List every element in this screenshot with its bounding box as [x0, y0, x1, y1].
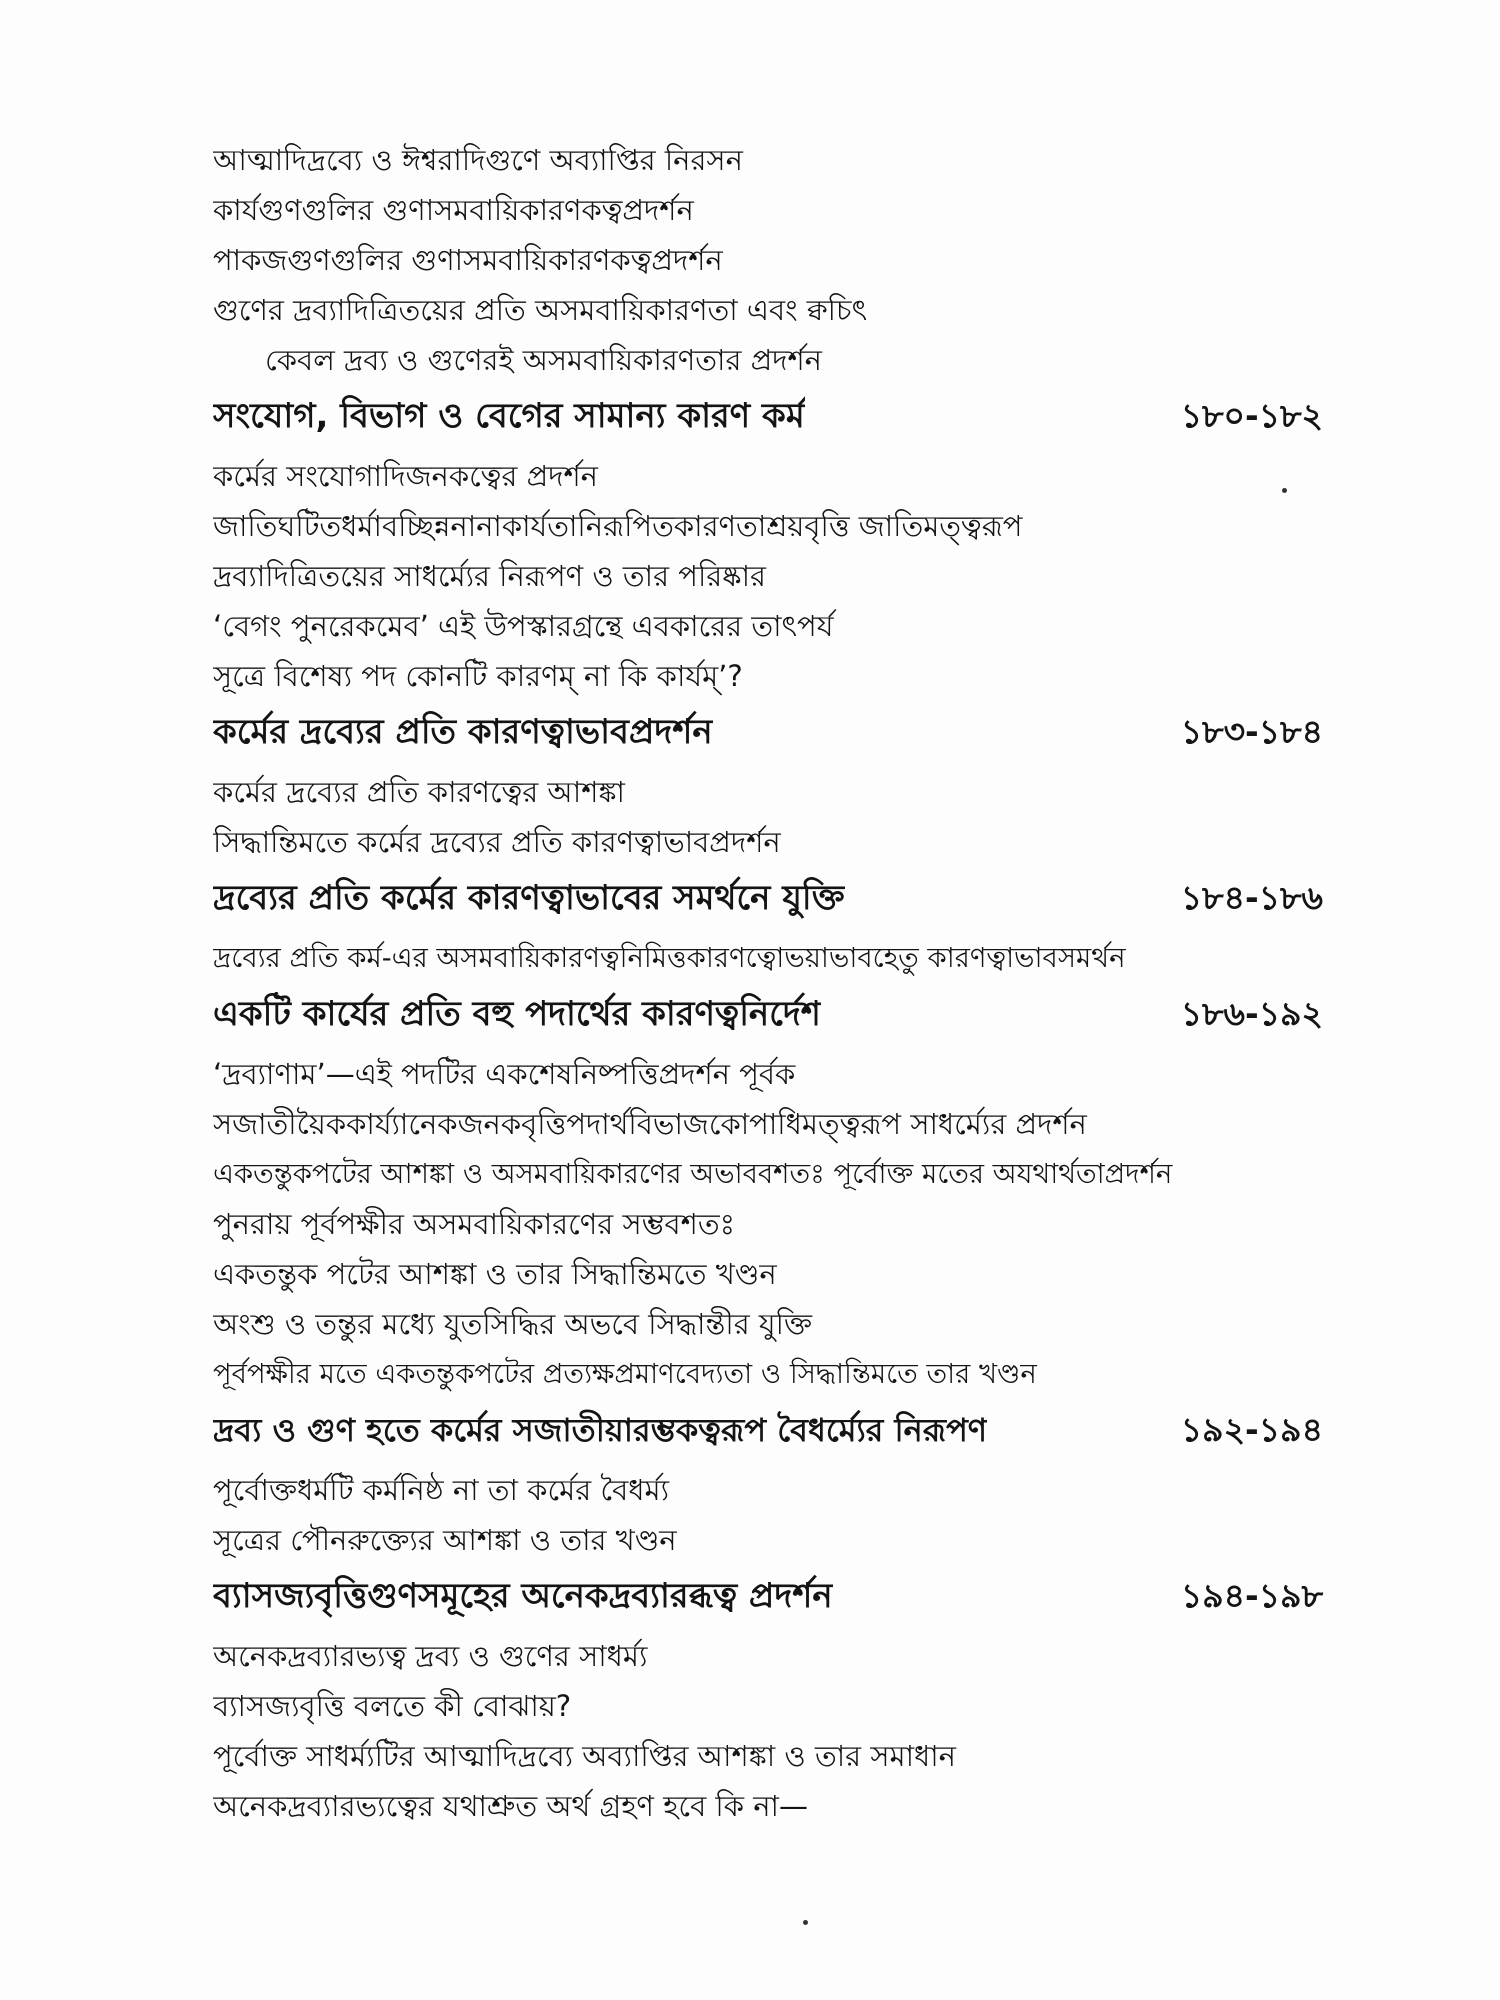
- toc-item: পূর্বোক্তধর্মটি কর্মনিষ্ঠ না তা কর্মের বৈধর্ম্য: [213, 1473, 670, 1507]
- scan-speck: [803, 1920, 808, 1925]
- toc-item: একতন্তুক পটের আশঙ্কা ও তার সিদ্ধান্তিমতে খণ্ডন: [213, 1257, 777, 1291]
- table-of-contents: [213, 140, 1323, 1836]
- toc-item: একতন্তুকপটের আশঙ্কা ও অসমবায়িকারণের অভাববশতঃ পূর্বোক্ত মতের অযথার্থতাপ্রদর্শন: [213, 1158, 1173, 1190]
- section-heading: [213, 876, 1323, 920]
- toc-item: সিদ্ধান্তিমতে কর্মের দ্রব্যের প্রতি কারণত্বাভাবপ্রদর্শন: [213, 825, 781, 859]
- toc-item: অনেকদ্রব্যারভ্যত্ব দ্রব্য ও গুণের সাধর্ম্য: [213, 1639, 648, 1673]
- section-title: কর্মের দ্রব্যের প্রতি কারণত্বাভাবপ্রদর্শন: [213, 712, 713, 752]
- toc-item: অংশু ও তন্তুর মধ্যে যুতসিদ্ধির অভবে সিদ্ধান্তীর যুক্তি: [213, 1307, 813, 1341]
- toc-item: আত্মাদিদ্রব্যে ও ঈশ্বরাদিগুণে অব্যাপ্তির নিরসন: [213, 143, 743, 177]
- toc-item: সূত্রের পৌনরুক্ত্যের আশঙ্কা ও তার খণ্ডন: [213, 1523, 677, 1557]
- toc-item: কার্যগুণগুলির গুণাসমবায়িকারণকত্বপ্রদর্শন: [213, 193, 694, 227]
- section-heading: [213, 394, 1323, 438]
- page-range: ১৮৩-১৮৪: [1180, 712, 1323, 751]
- toc-item: ‘বেগং পুনরেকমেব’ এই উপস্কারগ্রন্থে এবকারের তাৎপর্য: [213, 609, 834, 643]
- section-title: দ্রব্য ও গুণ হতে কর্মের সজাতীয়ারম্ভকত্বরূপ বৈধর্ম্যের নিরূপণ: [213, 1411, 988, 1449]
- section-heading: [213, 710, 1323, 754]
- section-title: সংযোগ, বিভাগ ও বেগের সামান্য কারণ কর্ম: [213, 396, 805, 436]
- scan-speck: [1282, 488, 1287, 493]
- page-range: ১৮৬-১৯২: [1180, 994, 1323, 1033]
- page-range: ১৮৪-১৮৬: [1180, 878, 1323, 917]
- toc-item: গুণের দ্রব্যাদিত্রিতয়ের প্রতি অসমবায়িকারণতা এবং ক্বচিৎ: [213, 293, 868, 327]
- toc-item: সজাতীয়ৈককার্য্যানেকজনকবৃত্তিপদার্থবিভাজকোপাধিমত্ত্বরূপ সাধর্ম্যের প্রদর্শন: [213, 1107, 1087, 1141]
- section-heading: [213, 1408, 1323, 1452]
- toc-item: কর্মের সংযোগাদিজনকত্বের প্রদর্শন: [213, 459, 598, 493]
- section-title: একটি কার্যের প্রতি বহু পদার্থের কারণত্বনির্দেশ: [213, 994, 821, 1034]
- toc-item: দ্রব্যাদিত্রিতয়ের সাধর্ম্যের নিরূপণ ও তার পরিষ্কার: [213, 559, 766, 593]
- section-title: ব্যাসজ্যবৃত্তিগুণসমূহের অনেকদ্রব্যারব্ধত্ব প্রদর্শন: [213, 1576, 833, 1616]
- toc-item: পূর্বপক্ষীর মতে একতন্তুকপটের প্রত্যক্ষপ্রমাণবেদ্যতা ও সিদ্ধান্তিমতে তার খণ্ডন: [213, 1358, 1037, 1390]
- toc-item: অনেকদ্রব্যারভ্যত্বের যথাশ্রুত অর্থ গ্রহণ হবে কি না—: [213, 1789, 808, 1823]
- page-range: ১৯৪-১৯৮: [1180, 1576, 1323, 1615]
- section-heading: [213, 1574, 1323, 1618]
- section-heading: [213, 992, 1323, 1036]
- section-title: দ্রব্যের প্রতি কর্মের কারণত্বাভাবের সমর্থনে যুক্তি: [213, 878, 845, 918]
- toc-item: জাতিঘটিতধর্মাবচ্ছিন্ননানাকার্যতানিরূপিতকারণতাশ্রয়বৃত্তি জাতিমত্ত্বরূপ: [213, 509, 1023, 543]
- toc-item: পাকজগুণগুলির গুণাসমবায়িকারণকত্বপ্রদর্শন: [213, 243, 723, 277]
- toc-item: ব্যাসজ্যবৃত্তি বলতে কী বোঝায়?: [213, 1689, 572, 1723]
- toc-item: সূত্রে বিশেষ্য পদ কোনটি কারণম্ না কি কার্যম্’?: [213, 659, 743, 693]
- toc-item: দ্রব্যের প্রতি কর্ম-এর অসমবায়িকারণত্বনিমিত্তকারণত্বোভয়াভাবহেতু কারণত্বাভাবসমর্থন: [213, 942, 1126, 974]
- toc-item: পুনরায় পূর্বপক্ষীর অসমবায়িকারণের সম্ভবশতঃ: [213, 1207, 736, 1241]
- toc-item: ‘দ্রব্যাণাম’—এই পদটির একশেষনিষ্পত্তিপ্রদর্শন পূর্বক: [213, 1057, 796, 1091]
- toc-item: পূর্বোক্ত সাধর্ম্যটির আত্মাদিদ্রব্যে অব্যাপ্তির আশঙ্কা ও তার সমাধান: [213, 1739, 956, 1773]
- page-range: ১৮০-১৮২: [1180, 396, 1323, 435]
- page-range: ১৯২-১৯৪: [1180, 1410, 1323, 1449]
- toc-item-continuation: কেবল দ্রব্য ও গুণেরই অসমবায়িকারণতার প্রদর্শন: [265, 343, 822, 377]
- toc-item: কর্মের দ্রব্যের প্রতি কারণত্বের আশঙ্কা: [213, 775, 625, 809]
